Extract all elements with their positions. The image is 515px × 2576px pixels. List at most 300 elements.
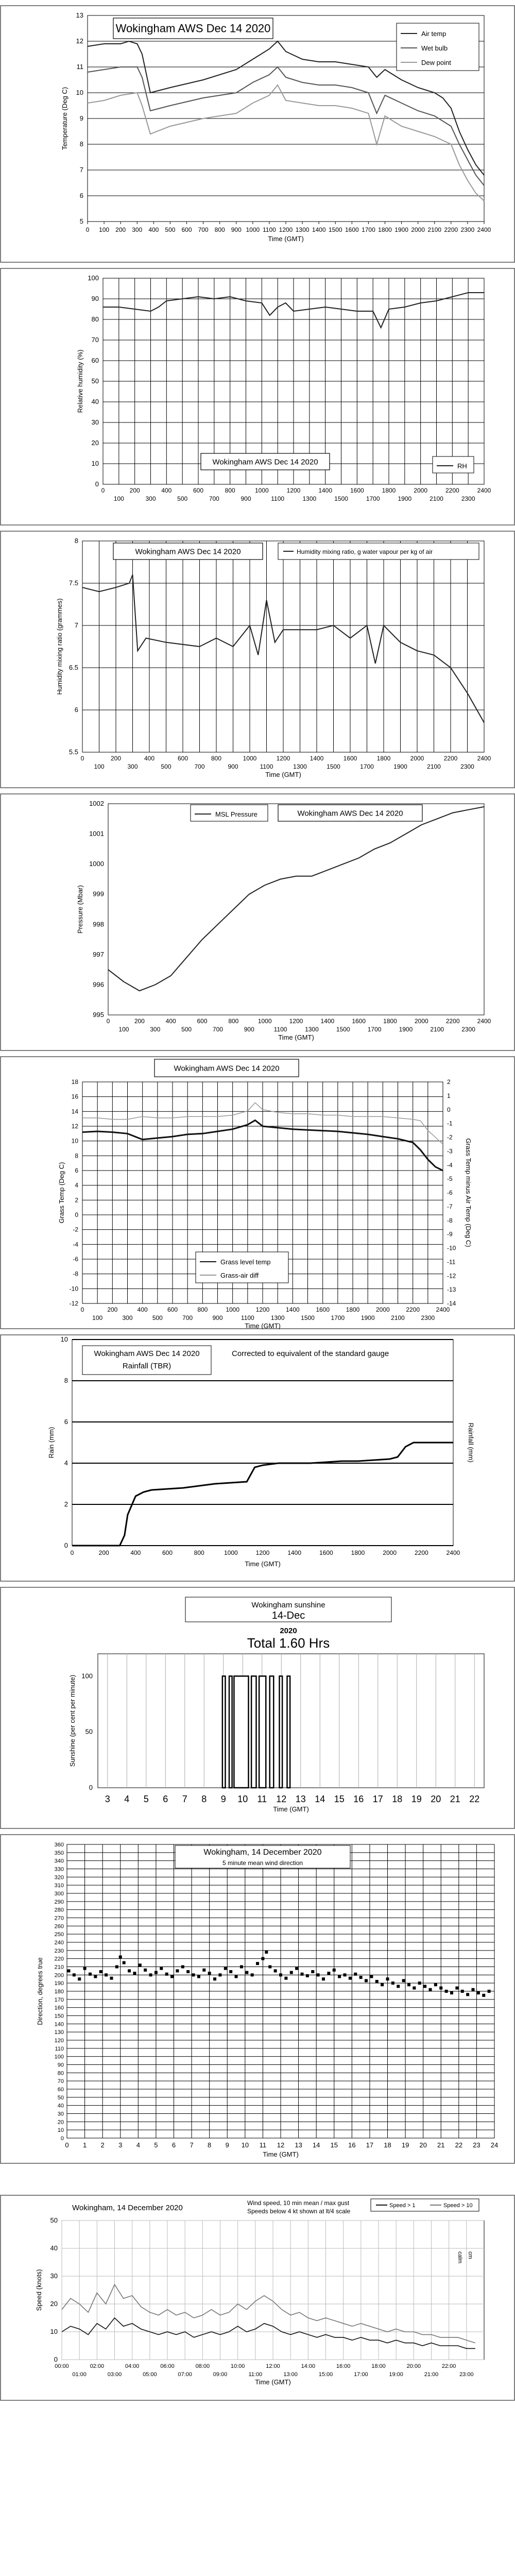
grass-x-tick-label: 900 <box>212 1314 223 1321</box>
temp-x-tick-label: 100 <box>99 226 110 233</box>
wind-x-tick-label: 08:00 <box>195 2363 210 2369</box>
rh-y-tick-label: 20 <box>91 439 99 447</box>
wind-x-tick-label: 09:00 <box>213 2371 228 2378</box>
dir-point-5 <box>94 1975 97 1978</box>
dir-point-12 <box>128 1969 131 1972</box>
dir-point-72 <box>445 1990 448 1993</box>
grass-y2-tick-label: -7 <box>447 1202 453 1210</box>
dir-point-26 <box>202 1969 205 1972</box>
wind-x-tick-label: 14:00 <box>301 2363 316 2369</box>
dir-x-axis-label: Time (GMT) <box>263 2150 299 2158</box>
temp-y-tick-label: 7 <box>79 166 83 174</box>
mix-x-tick-label: 1000 <box>243 755 257 762</box>
mix-x-tick-label: 1200 <box>276 755 290 762</box>
dir-y-tick-label: 290 <box>54 1899 64 1905</box>
sun-x-tick-label: 18 <box>392 1794 403 1804</box>
grass-x-tick-label: 1500 <box>301 1314 315 1321</box>
pressure-y-axis-label: Pressure (Mbar) <box>76 885 84 934</box>
grass-y2-tick-label: -14 <box>447 1300 456 1307</box>
dir-point-31 <box>229 1970 232 1973</box>
rain-x-tick-label: 800 <box>194 1549 204 1556</box>
temp-y-tick-label: 8 <box>79 140 83 148</box>
temp-y-tick-label: 11 <box>76 63 83 71</box>
dir-x-tick-label: 4 <box>136 2141 140 2149</box>
sun-y-tick-label: 50 <box>85 1727 93 1736</box>
dir-point-36 <box>256 1962 259 1965</box>
mix-x-tick-label: 1900 <box>393 763 407 770</box>
temp-x-tick-label: 1300 <box>295 226 310 233</box>
grass-y2-tick-label: -3 <box>447 1147 453 1155</box>
mix-x-tick-label: 900 <box>228 763 238 770</box>
dir-x-tick-label: 2 <box>100 2141 105 2149</box>
temp-x-tick-label: 1100 <box>263 226 276 233</box>
pressure-x-tick-label: 200 <box>134 1018 145 1025</box>
temp-x-tick-label: 900 <box>231 226 242 233</box>
pressure-x-tick-label: 1600 <box>352 1018 366 1025</box>
sun-x-tick-label: 22 <box>469 1794 480 1804</box>
dir-point-74 <box>455 1987 458 1990</box>
dir-x-tick-label: 21 <box>437 2141 445 2149</box>
rainfall-chart <box>0 1334 515 1582</box>
humidity-chart <box>0 268 515 526</box>
sun-x-tick-label: 7 <box>182 1794 187 1804</box>
grass-x-tick-label: 1700 <box>331 1314 345 1321</box>
sun-x-tick-label: 11 <box>257 1794 267 1804</box>
dir-point-68 <box>423 1985 426 1988</box>
mix-x-tick-label: 200 <box>110 755 122 762</box>
dir-y-tick-label: 90 <box>57 2062 64 2069</box>
mix-x-tick-label: 800 <box>211 755 222 762</box>
mix-x-tick-label: 2200 <box>443 755 458 762</box>
dir-y-tick-label: 260 <box>54 1923 64 1930</box>
pressure-x-tick-label: 2200 <box>445 1018 460 1025</box>
temp-x-tick-label: 400 <box>148 226 159 233</box>
wind-chart-subtitle-2: Speeds below 4 kt shown at lt/4 scale <box>247 2208 351 2215</box>
mix-x-tick-label: 2400 <box>477 755 491 762</box>
dir-y-tick-label: 130 <box>54 2029 64 2036</box>
rh-y-tick-label: 40 <box>91 398 99 405</box>
temp-x-tick-label: 2200 <box>444 226 458 233</box>
temp-x-axis-label: Time (GMT) <box>268 235 304 243</box>
rain-x-tick-label: 200 <box>98 1549 109 1556</box>
pressure-y-tick-label: 1000 <box>89 860 104 868</box>
grass-x-tick-label: 600 <box>167 1306 178 1313</box>
pressure-x-tick-label: 500 <box>181 1026 192 1033</box>
grass-x-tick-label: 0 <box>80 1306 84 1313</box>
dir-point-60 <box>381 1983 384 1986</box>
dir-y-tick-label: 190 <box>54 1980 64 1987</box>
wind-side-label-0: calm <box>457 2251 463 2264</box>
rh-x-tick-label: 1700 <box>366 495 380 502</box>
dir-point-30 <box>224 1967 227 1970</box>
grass-y2-tick-label: -5 <box>447 1175 453 1183</box>
dir-y-tick-label: 50 <box>57 2094 64 2101</box>
grass-x-tick-label: 1800 <box>346 1306 360 1313</box>
temp-x-tick-label: 200 <box>115 226 126 233</box>
pressure-x-tick-label: 600 <box>197 1018 208 1025</box>
grass-y-axis-label: Grass Temp (Deg C) <box>58 1162 65 1224</box>
dir-x-tick-label: 7 <box>190 2141 194 2149</box>
pressure-chart-title: Wokingham AWS Dec 14 2020 <box>297 809 403 818</box>
grass-y-tick-label: 6 <box>75 1167 78 1174</box>
temp-x-tick-label: 2300 <box>460 226 475 233</box>
grass-y2-tick-label: -4 <box>447 1161 453 1169</box>
dir-point-18 <box>160 1967 163 1970</box>
grass-y-tick-label: 16 <box>71 1093 78 1100</box>
sun-x-tick-label: 8 <box>201 1794 207 1804</box>
mix-x-tick-label: 0 <box>80 755 84 762</box>
dir-y-tick-label: 40 <box>57 2103 64 2109</box>
grass-legend-label-1: Grass-air diff <box>220 1272 259 1279</box>
mix-x-tick-label: 2000 <box>410 755 424 762</box>
rh-x-tick-label: 1900 <box>398 495 412 502</box>
mix-y-axis-label: Humidity mixing ratio (grammes) <box>56 598 63 695</box>
wind-x-tick-label: 15:00 <box>318 2371 333 2378</box>
dir-point-15 <box>144 1969 147 1972</box>
grass-x-tick-label: 300 <box>122 1314 133 1321</box>
wind-x-tick-label: 13:00 <box>283 2371 298 2378</box>
mix-legend-label-0: Humidity mixing ratio, g water vapour per kg of air <box>297 548 433 555</box>
pressure-x-axis-label: Time (GMT) <box>278 1033 314 1041</box>
dir-point-4 <box>89 1973 92 1976</box>
mix-chart-title: Wokingham AWS Dec 14 2020 <box>135 547 241 556</box>
dir-chart-subtitle: 5 minute mean wind direction <box>222 1859 303 1867</box>
rh-x-tick-label: 1600 <box>350 487 364 494</box>
pressure-x-tick-label: 2000 <box>414 1018 428 1025</box>
grass-x-tick-label: 1200 <box>255 1306 270 1313</box>
dir-point-16 <box>149 1973 152 1976</box>
grass-x-tick-label: 800 <box>197 1306 208 1313</box>
mix-y-tick-label: 7 <box>74 621 78 629</box>
rh-x-tick-label: 300 <box>145 495 156 502</box>
grass-y2-tick-label: 1 <box>447 1092 451 1099</box>
dir-point-44 <box>295 1967 298 1970</box>
dir-point-39 <box>268 1965 271 1969</box>
dir-x-tick-label: 8 <box>208 2141 212 2149</box>
dir-point-52 <box>338 1975 341 1978</box>
grass-y2-tick-label: -6 <box>447 1189 453 1196</box>
temp-legend-label-0: Air temp <box>421 30 447 38</box>
dir-point-11 <box>123 1961 126 1964</box>
grass-y2-tick-label: 2 <box>447 1078 451 1086</box>
rain-x-axis-label: Time (GMT) <box>245 1560 281 1568</box>
dir-y-tick-label: 20 <box>57 2119 64 2126</box>
rh-x-tick-label: 900 <box>241 495 251 502</box>
temp-x-tick-label: 800 <box>214 226 225 233</box>
dir-point-20 <box>170 1975 174 1978</box>
temp-y-tick-label: 10 <box>76 89 83 96</box>
wind-chart-subtitle: Wind speed, 10 min mean / max gust <box>247 2199 350 2207</box>
rain-y-tick-label: 2 <box>64 1500 68 1508</box>
dir-x-tick-label: 14 <box>312 2141 320 2149</box>
dir-point-49 <box>322 1977 325 1980</box>
grass-y-tick-label: 18 <box>71 1078 78 1086</box>
rh-x-tick-label: 100 <box>113 495 124 502</box>
rh-x-tick-label: 700 <box>209 495 219 502</box>
dir-y-tick-label: 310 <box>54 1883 64 1889</box>
wind-x-tick-label: 02:00 <box>90 2363 105 2369</box>
wind-y-tick-label: 20 <box>50 2300 58 2308</box>
grass-x-tick-label: 1900 <box>360 1314 375 1321</box>
rh-x-tick-label: 1800 <box>382 487 396 494</box>
dir-y-tick-label: 360 <box>54 1842 64 1848</box>
pressure-y-tick-label: 997 <box>93 950 104 958</box>
wind-x-tick-label: 04:00 <box>125 2363 140 2369</box>
dir-point-75 <box>461 1990 464 1993</box>
wind-y-tick-label: 50 <box>50 2216 58 2224</box>
dir-x-tick-label: 12 <box>277 2141 285 2149</box>
sun-x-tick-label: 20 <box>431 1794 441 1804</box>
grass-x-tick-label: 200 <box>107 1306 118 1313</box>
dir-y-tick-label: 220 <box>54 1956 64 1962</box>
grass-x-tick-label: 2400 <box>436 1306 450 1313</box>
pressure-y-tick-label: 1001 <box>89 829 104 838</box>
dir-y-tick-label: 110 <box>55 2045 64 2052</box>
sun-bar-4 <box>259 1676 266 1788</box>
temp-x-tick-label: 2100 <box>427 226 442 233</box>
rain-y2-axis-label: Rainfall (mm) <box>467 1422 475 1463</box>
sun-bar-2 <box>234 1676 248 1788</box>
sun-x-axis-label: Time (GMT) <box>273 1805 309 1813</box>
temp-y-tick-label: 13 <box>76 11 83 19</box>
rh-x-tick-label: 600 <box>193 487 204 494</box>
grass-y2-tick-label: -10 <box>447 1244 456 1252</box>
dir-y-tick-label: 120 <box>54 2038 64 2044</box>
dir-x-tick-label: 1 <box>82 2141 87 2149</box>
grass-x-tick-label: 2200 <box>406 1306 420 1313</box>
grass-y-tick-label: 4 <box>75 1181 78 1189</box>
temp-y-tick-label: 12 <box>76 37 83 45</box>
rh-y-tick-label: 70 <box>91 336 99 344</box>
sun-x-tick-label: 9 <box>220 1794 226 1804</box>
dir-point-64 <box>402 1979 405 1982</box>
wind-legend-label-0: Speed > 1 <box>389 2202 416 2209</box>
grass-y2-tick-label: -8 <box>447 1216 453 1224</box>
wind-x-tick-label: 21:00 <box>424 2371 439 2378</box>
temp-x-tick-label: 1500 <box>328 226 342 233</box>
dir-point-78 <box>477 1991 480 1994</box>
grass-y-tick-label: 14 <box>71 1108 78 1115</box>
mix-y-tick-label: 7.5 <box>68 579 78 587</box>
dir-x-tick-label: 22 <box>455 2141 463 2149</box>
rh-y-tick-label: 90 <box>91 295 99 302</box>
sun-y-tick-label: 0 <box>89 1784 93 1791</box>
mix-x-tick-label: 1400 <box>310 755 324 762</box>
wind-legend-label-1: Speed > 10 <box>443 2202 473 2209</box>
dir-x-tick-label: 9 <box>225 2141 229 2149</box>
dir-y-tick-label: 0 <box>60 2136 64 2142</box>
dir-point-40 <box>274 1969 277 1972</box>
dir-y-tick-label: 170 <box>54 1996 64 2003</box>
wind-direction-chart <box>0 1834 515 2164</box>
sun-chart-year: 2020 <box>280 1626 297 1635</box>
sun-bar-1 <box>229 1676 232 1788</box>
temp-y-tick-label: 9 <box>79 114 83 122</box>
rh-legend-box <box>433 456 474 473</box>
grass-x-tick-label: 2300 <box>421 1314 435 1321</box>
dir-point-42 <box>284 1977 287 1980</box>
sun-x-tick-label: 12 <box>276 1794 287 1804</box>
pressure-x-tick-label: 1500 <box>336 1026 350 1033</box>
rh-x-tick-label: 800 <box>225 487 235 494</box>
rain-chart-title: Wokingham AWS Dec 14 2020 <box>94 1349 200 1358</box>
mix-y-tick-label: 6.5 <box>68 664 78 671</box>
rain-x-tick-label: 1200 <box>255 1549 270 1556</box>
sun-panel-border <box>1 1587 514 1828</box>
rh-y-tick-label: 50 <box>91 377 99 385</box>
dir-point-38 <box>265 1951 268 1954</box>
sun-bar-0 <box>222 1676 226 1788</box>
wind-x-tick-label: 07:00 <box>178 2371 192 2378</box>
rain-x-tick-label: 0 <box>70 1549 74 1556</box>
rh-x-tick-label: 1500 <box>334 495 348 502</box>
rain-y-tick-label: 4 <box>64 1459 68 1467</box>
dir-x-tick-label: 6 <box>171 2141 176 2149</box>
dir-point-10 <box>119 1956 122 1959</box>
dir-point-13 <box>133 1972 136 1975</box>
pressure-y-tick-label: 996 <box>93 980 104 989</box>
grass-x-tick-label: 500 <box>152 1314 163 1321</box>
pressure-x-tick-label: 700 <box>212 1026 223 1033</box>
grass-y-tick-label: -12 <box>69 1300 78 1307</box>
dir-x-tick-label: 23 <box>473 2141 480 2149</box>
rh-x-tick-label: 1200 <box>286 487 301 494</box>
dir-x-tick-label: 16 <box>348 2141 356 2149</box>
rain-x-tick-label: 2400 <box>446 1549 460 1556</box>
rain-chart-subtitle: Rainfall (TBR) <box>122 1362 171 1370</box>
dir-point-43 <box>290 1971 293 1974</box>
pressure-chart <box>0 793 515 1051</box>
pressure-x-tick-label: 1400 <box>320 1018 335 1025</box>
dir-y-tick-label: 300 <box>54 1891 64 1897</box>
grass-y2-tick-label: -12 <box>447 1272 456 1280</box>
dir-point-80 <box>488 1990 491 1993</box>
mix-x-tick-label: 1500 <box>327 763 340 770</box>
dir-x-tick-label: 10 <box>241 2141 249 2149</box>
wind-y-axis-label: Speed (knots) <box>35 2269 43 2311</box>
temp-x-tick-label: 1900 <box>394 226 408 233</box>
dir-panel-border <box>1 1835 514 2163</box>
mix-x-tick-label: 2100 <box>427 763 441 770</box>
dir-point-33 <box>240 1965 243 1969</box>
sun-x-tick-label: 14 <box>315 1794 325 1804</box>
grass-x-tick-label: 2100 <box>391 1314 405 1321</box>
wind-x-tick-label: 11:00 <box>248 2371 263 2378</box>
mix-x-tick-label: 1300 <box>293 763 307 770</box>
wind-x-tick-label: 17:00 <box>354 2371 368 2378</box>
wind-panel-border <box>1 2195 514 2400</box>
pressure-x-tick-label: 2400 <box>477 1018 491 1025</box>
sun-y-axis-label: Sunshine (per cent per minute) <box>68 1674 76 1767</box>
grass-x-tick-label: 2000 <box>375 1306 390 1313</box>
temp-chart-title: Wokingham AWS Dec 14 2020 <box>115 22 271 35</box>
dir-point-62 <box>391 1981 394 1985</box>
wind-x-tick-label: 01:00 <box>72 2371 87 2378</box>
wind-x-tick-label: 18:00 <box>371 2363 386 2369</box>
sunshine-chart <box>0 1587 515 1829</box>
temp-legend-label-1: Wet bulb <box>421 44 448 52</box>
dir-point-50 <box>327 1972 330 1975</box>
dir-point-55 <box>354 1973 357 1976</box>
sun-bar-5 <box>270 1676 274 1788</box>
grass-x-tick-label: 1000 <box>226 1306 240 1313</box>
pressure-x-tick-label: 1900 <box>399 1026 413 1033</box>
temp-x-tick-label: 1400 <box>312 226 326 233</box>
dir-y-tick-label: 140 <box>54 2021 64 2028</box>
pressure-x-tick-label: 0 <box>106 1018 110 1025</box>
rh-x-tick-label: 500 <box>177 495 188 502</box>
dir-point-9 <box>115 1965 118 1969</box>
temp-x-tick-label: 600 <box>181 226 192 233</box>
rh-y-tick-label: 10 <box>91 460 99 467</box>
mix-x-axis-label: Time (GMT) <box>265 771 301 778</box>
dir-chart-title: Wokingham, 14 December 2020 <box>203 1848 322 1857</box>
mix-x-tick-label: 400 <box>144 755 155 762</box>
pressure-x-tick-label: 800 <box>228 1018 239 1025</box>
dir-x-tick-label: 11 <box>259 2141 267 2149</box>
temp-x-tick-label: 2000 <box>411 226 425 233</box>
dir-point-24 <box>192 1973 195 1976</box>
mix-x-tick-label: 700 <box>194 763 205 770</box>
temp-x-tick-label: 300 <box>132 226 143 233</box>
sun-chart-total: Total 1.60 Hrs <box>247 1635 330 1651</box>
dir-point-51 <box>333 1969 336 1972</box>
pressure-x-tick-label: 1300 <box>305 1026 319 1033</box>
temp-x-tick-label: 1700 <box>362 226 375 233</box>
dir-y-tick-label: 350 <box>54 1850 64 1856</box>
rain-annotation: Corrected to equivalent of the standard gauge <box>232 1349 389 1358</box>
temp-x-tick-label: 1200 <box>279 226 293 233</box>
pressure-x-tick-label: 1200 <box>289 1018 303 1025</box>
temp-x-tick-label: 1800 <box>378 226 392 233</box>
wind-y-tick-label: 10 <box>50 2328 58 2335</box>
rh-x-tick-label: 0 <box>101 487 105 494</box>
dir-point-29 <box>218 1973 221 1976</box>
pressure-y-tick-label: 995 <box>93 1011 104 1019</box>
sun-x-tick-label: 10 <box>237 1794 248 1804</box>
rain-x-tick-label: 2000 <box>383 1549 397 1556</box>
dir-point-2 <box>78 1977 81 1980</box>
sun-x-tick-label: 4 <box>124 1794 130 1804</box>
sun-bar-7 <box>287 1676 290 1788</box>
grass-y-tick-label: 2 <box>75 1196 78 1204</box>
mix-y-tick-label: 8 <box>74 537 78 545</box>
dir-x-tick-label: 19 <box>401 2141 409 2149</box>
dir-point-54 <box>349 1977 352 1980</box>
rain-y-tick-label: 8 <box>64 1377 68 1384</box>
dir-x-tick-label: 24 <box>490 2141 499 2149</box>
dir-point-17 <box>154 1971 158 1974</box>
dir-point-63 <box>397 1985 400 1988</box>
dir-y-tick-label: 240 <box>54 1940 64 1946</box>
rain-y-tick-label: 6 <box>64 1418 68 1426</box>
mix-x-tick-label: 1600 <box>343 755 357 762</box>
dir-y-tick-label: 100 <box>54 2054 64 2060</box>
wind-x-tick-label: 03:00 <box>107 2371 122 2378</box>
grass-x-axis-label: Time (GMT) <box>245 1322 281 1329</box>
rh-x-tick-label: 2000 <box>414 487 428 494</box>
rh-y-tick-label: 30 <box>91 418 99 426</box>
grass-y2-tick-label: -1 <box>447 1120 453 1127</box>
dir-x-tick-label: 0 <box>65 2141 69 2149</box>
temp-legend-label-2: Dew point <box>421 59 451 66</box>
wind-x-tick-label: 00:00 <box>55 2363 69 2369</box>
dir-point-3 <box>83 1967 87 1970</box>
grass-x-tick-label: 1400 <box>285 1306 300 1313</box>
dir-point-76 <box>466 1993 469 1996</box>
grass-x-tick-label: 700 <box>182 1314 193 1321</box>
wind-y-tick-label: 30 <box>50 2272 58 2280</box>
